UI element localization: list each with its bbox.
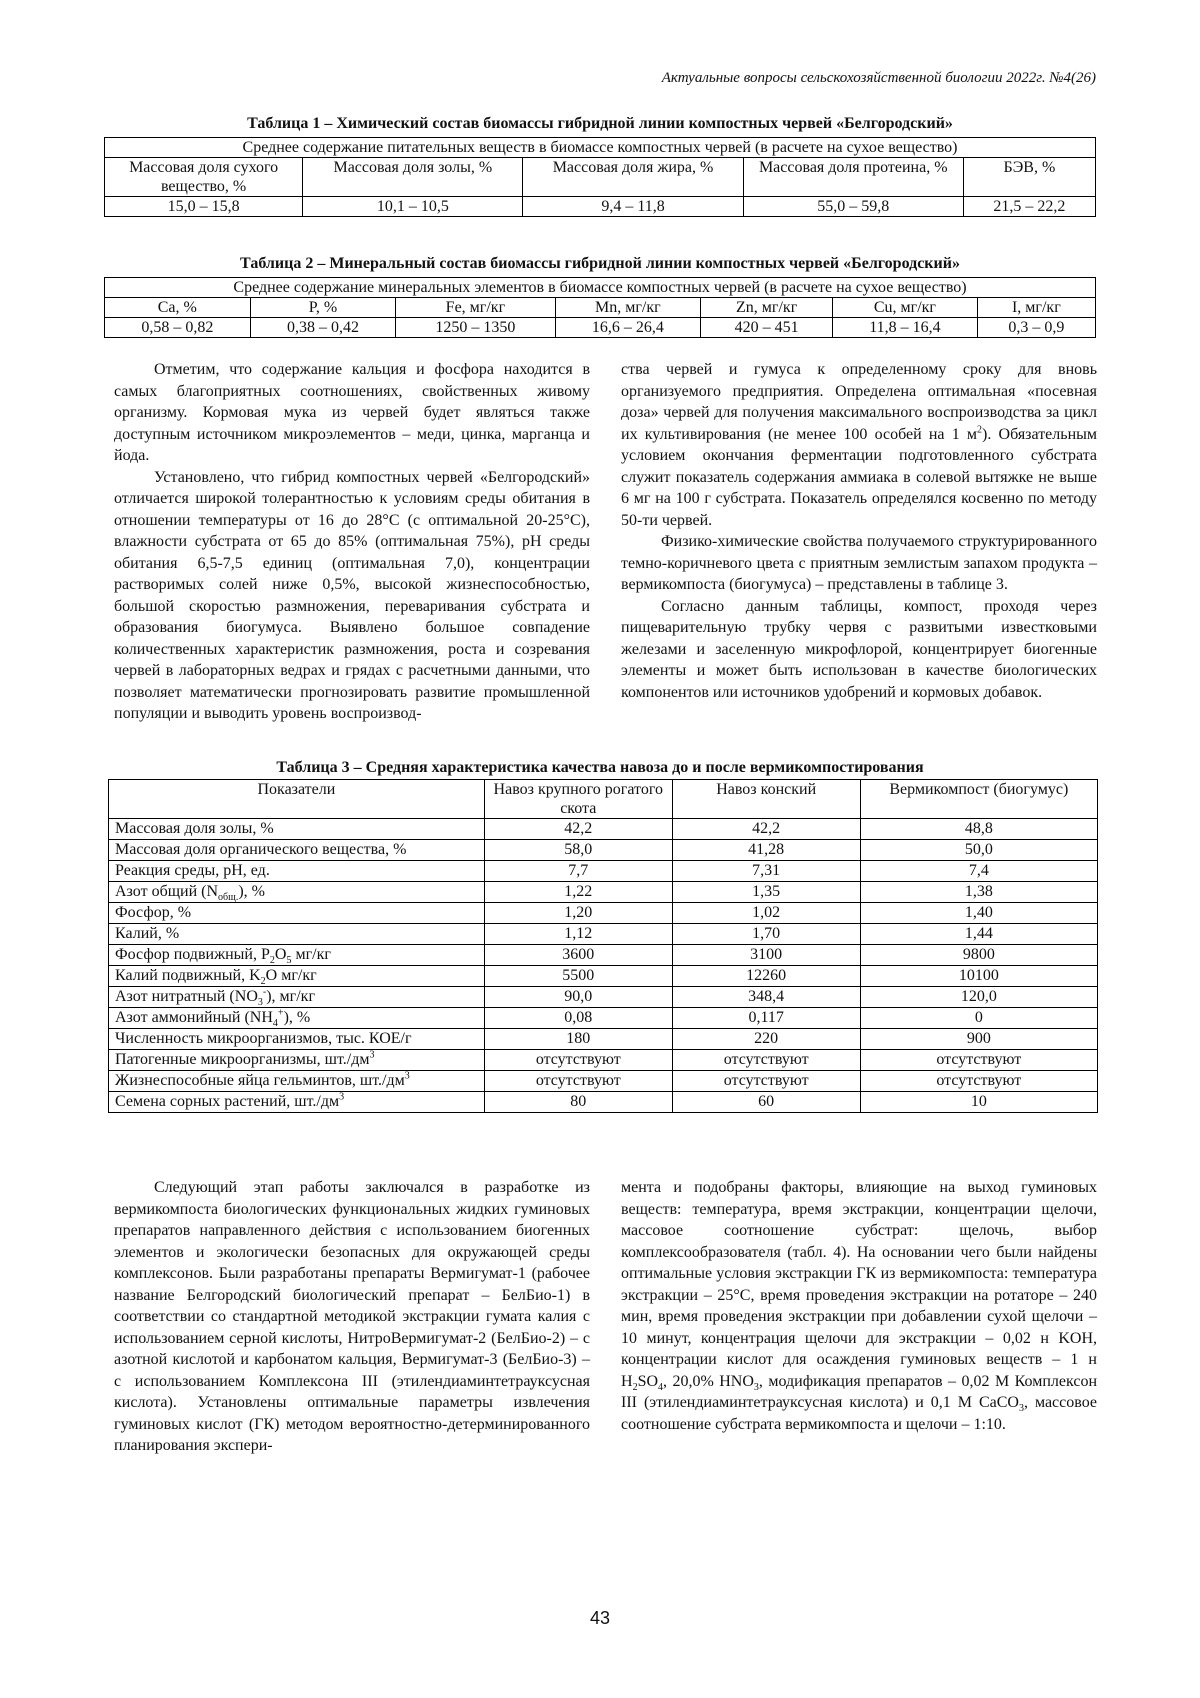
paragraph: ства червей и гумуса к определенному сроку для вновь организуемого предприятия. Определена оптимальная «посевная доза» червей для получения максимального воспроизводства за цикл их культивирования (не менее 100 особей на 1 $м^2$). Обязательным условием окончания ферментации подготовленного субстрата служит показатель содержания аммиака в солевой вытяжке не выше 6 мг на 100 г субстрата. Показатель определялся косвенно по методу 50-ти червей. <box>621 361 1098 529</box>
table3-row <box>109 819 1098 840</box>
table1-subheader: Среднее содержание питательных веществ в биомассе компостных червей (в расчете на сухое вещество) <box>105 138 1096 158</box>
table3-cell: 10 <box>860 1092 1097 1113</box>
table3-cell: отсутствуют <box>484 1071 672 1092</box>
text-column-right-1 <box>621 359 1097 703</box>
table3-cell: 1,38 <box>860 882 1097 903</box>
table3-cell: отсутствуют <box>672 1071 860 1092</box>
paragraph: Физико-химические свойства получаемого структурированного темно-коричневого цвета с приятным землистым запахом продукта – вермикомпоста (биогумуса) – представлены в таблице 3. <box>621 533 1097 593</box>
table2-header: I, мг/кг <box>977 298 1095 318</box>
table3-row <box>109 1071 1098 1092</box>
table3-row-label: Реакция среды, рН, ед. <box>109 861 485 882</box>
table3-caption: Таблица 3 – Средняя характеристика качества навоза до и после вермикомпостирования <box>276 759 924 776</box>
table2-header: Fe, мг/кг <box>396 298 555 318</box>
table3-cell: 0,08 <box>484 1008 672 1029</box>
table3-cell: 60 <box>672 1092 860 1113</box>
table1-cell: 55,0 – 59,8 <box>743 197 963 217</box>
table3-cell: 1,02 <box>672 903 860 924</box>
table1-cell: 21,5 – 22,2 <box>963 197 1095 217</box>
table2 <box>104 277 1096 338</box>
table3-header: Навоз крупного рогатого скота <box>484 780 672 819</box>
table3-row <box>109 924 1098 945</box>
table2-cell: 420 – 451 <box>701 318 833 338</box>
table3-header: Навоз конский <box>672 780 860 819</box>
table3-row-label: Патогенные микроорганизмы, $шт./дм^3$ <box>109 1050 485 1071</box>
table3-cell: 7,4 <box>860 861 1097 882</box>
table3-cell: отсутствуют <box>672 1050 860 1071</box>
table1-header: Массовая доля протеина, % <box>743 158 963 197</box>
paragraph: Отметим, что содержание кальция и фосфора находится в самых благоприятных соотношениях, свойственных живому организму. Кормовая мука из червей будет являться также доступным источником микроэлементов – меди, цинка, марганца и йода. <box>114 361 590 464</box>
table3-row <box>109 945 1098 966</box>
table3-cell: 50,0 <box>860 840 1097 861</box>
table2-caption: Таблица 2 – Минеральный состав биомассы гибридной линии компостных червей «Белгородский» <box>240 255 960 272</box>
table3-cell: 348,4 <box>672 987 860 1008</box>
table2-header: Cu, мг/кг <box>833 298 978 318</box>
table3-header: Показатели <box>109 780 485 819</box>
table3-row <box>109 861 1098 882</box>
table3-cell: отсутствуют <box>484 1050 672 1071</box>
table3-row <box>109 1092 1098 1113</box>
table2-cell: 0,58 – 0,82 <box>105 318 251 338</box>
table1-header: Массовая доля золы, % <box>303 158 523 197</box>
table3-row-label: Калий подвижный, $K_2O$ мг/кг <box>109 966 485 987</box>
table3-body <box>109 819 1098 1113</box>
table3-cell: 12260 <box>672 966 860 987</box>
table2-header: Zn, мг/кг <box>701 298 833 318</box>
table3-row-label: Азот общий $(N_{общ.})$, % <box>109 882 485 903</box>
table3-row <box>109 1008 1098 1029</box>
table3-cell: 48,8 <box>860 819 1097 840</box>
table3 <box>108 779 1098 1113</box>
table3-cell: 120,0 <box>860 987 1097 1008</box>
table3-row-label: Численность микроорганизмов, тыс. КОЕ/г <box>109 1029 485 1050</box>
table3-cell: 80 <box>484 1092 672 1113</box>
text-column-right-2 <box>621 1177 1097 1435</box>
table3-row <box>109 966 1098 987</box>
paragraph: мента и подобраны факторы, влияющие на выход гуминовых веществ: температура, время экстракции, концентрации щелочи, массовое соотношение субстрат: щелочь, выбор комплексообразователя (табл. 4). На основании чего были найдены оптимальные условия экстракции ГК из вермикомпоста: температура экстракции – 25°С, время проведения экстракции на ротаторе – 240 мин, время проведения экстракции при добавлении сухой щелочи – 10 минут, концентрация щелочи для экстракции – 0,02 н KOH, концентрации кислот для осаждения гуминовых веществ – 1 н $H_2SO_4$, 20,0% $HNO_3$, модификация препаратов – 0,02 М Комплексон III (этилендиаминтетрауксусная кислота) и 0,1 М CaCO$_3$, массовое соотношение субстрата вермикомпоста и щелочи – 1:10. <box>621 1179 1098 1433</box>
paragraph: Следующий этап работы заключался в разработке из вермикомпоста биологических функциональных жидких гуминовых препаратов направленного действия с использованием биогенных элементов и экологически безопасных для окружающей среды комплексонов. Были разработаны препараты Вермигумат-1 (рабочее название Белгородский биологический препарат – БелБио-1) в соответствии со стандартной методикой экстракции гумата калия с использованием серной кислоты, НитроВермигумат-2 (БелБио-2) – с азотной кислотой и карбонатом кальция, Вермигумат-3 (БелБио-3) – с использованием Комплексона III (этилендиаминтетрауксусная кислота). Установлены оптимальные параметры извлечения гуминовых кислот (ГК) методом вероятностно-детерминированного планирования экспери- <box>114 1179 590 1454</box>
table2-cell: 0,38 – 0,42 <box>250 318 396 338</box>
page-number: 43 <box>589 1608 611 1628</box>
table3-cell: 220 <box>672 1029 860 1050</box>
paragraph: Установлено, что гибрид компостных червей «Белгородский» отличается широкой толерантностью к условиям среды обитания в отношении температуры от 16 до 28°С (с оптимальной 20-25°С), влажности субстрата от 65 до 85% (оптимальная 75%), рН среды обитания 6,5-7,5 единиц (оптимальная 7,0), концентрации растворимых солей ниже 0,5%, высокой жизнеспособностью, большой скоростью размножения, переваривания субстрата и образования биогумуса. Выявлено большое совпадение количественных характеристик размножения, роста и созревания червей в лабораторных ведрах и грядах с расчетными данными, что позволяет математически прогнозировать развитие промышленной популяции и выводить уровень воспроизвод- <box>114 468 590 722</box>
table3-cell: 0,117 <box>672 1008 860 1029</box>
table1-header: Массовая доля жира, % <box>523 158 743 197</box>
table2-cell: 16,6 – 26,4 <box>555 318 701 338</box>
table3-cell: 42,2 <box>484 819 672 840</box>
table3-cell: 3600 <box>484 945 672 966</box>
table3-row <box>109 840 1098 861</box>
table3-row <box>109 987 1098 1008</box>
table1 <box>104 137 1096 217</box>
table3-cell: 41,28 <box>672 840 860 861</box>
table3-row-label: Азот нитратный $(NO_3^-)$, мг/кг <box>109 987 485 1008</box>
table3-row <box>109 882 1098 903</box>
table3-cell: 900 <box>860 1029 1097 1050</box>
table3-cell: 7,7 <box>484 861 672 882</box>
paragraph: Согласно данным таблицы, компост, проходя через пищеварительную трубку червя с развитыми известковыми железами и заселенную микрофлорой, концентрирует биогенные элементы и может быть использован в качестве биологических компонентов или источников удобрений и кормовых добавок. <box>621 597 1097 701</box>
table3-row <box>109 903 1098 924</box>
table3-row-label: Семена сорных растений, $шт./дм^3$ <box>109 1092 485 1113</box>
text-column-left-1 <box>114 359 590 725</box>
table3-cell: 1,22 <box>484 882 672 903</box>
table3-cell: 1,44 <box>860 924 1097 945</box>
table3-cell: 1,35 <box>672 882 860 903</box>
table3-row-label: Массовая доля органического вещества, % <box>109 840 485 861</box>
table3-cell: 42,2 <box>672 819 860 840</box>
table1-header: Массовая доля сухого вещество, % <box>105 158 303 197</box>
table3-row-label: Азот аммонийный $(NH_4^+)$, % <box>109 1008 485 1029</box>
table2-header: P, % <box>250 298 396 318</box>
table3-header: Вермикомпост (биогумус) <box>860 780 1097 819</box>
table1-header: БЭВ, % <box>963 158 1095 197</box>
table3-row-label: Фосфор, % <box>109 903 485 924</box>
table3-cell: 1,40 <box>860 903 1097 924</box>
table3-row-label: Фосфор подвижный, $P_2O_5$ мг/кг <box>109 945 485 966</box>
table1-cell: 10,1 – 10,5 <box>303 197 523 217</box>
table2-header: Ca, % <box>105 298 251 318</box>
table3-cell: 90,0 <box>484 987 672 1008</box>
table3-cell: 1,70 <box>672 924 860 945</box>
table3-cell: 1,20 <box>484 903 672 924</box>
table3-row <box>109 1029 1098 1050</box>
table2-cell: 0,3 – 0,9 <box>977 318 1095 338</box>
table3-cell: 180 <box>484 1029 672 1050</box>
table3-cell: отсутствуют <box>860 1050 1097 1071</box>
table3-cell: 5500 <box>484 966 672 987</box>
table2-cell: 11,8 – 16,4 <box>833 318 978 338</box>
table3-cell: 7,31 <box>672 861 860 882</box>
text-column-left-2 <box>114 1177 590 1457</box>
table3-cell: 9800 <box>860 945 1097 966</box>
table1-caption: Таблица 1 – Химический состав биомассы гибридной линии компостных червей «Белгородский» <box>247 115 953 132</box>
table3-cell: 1,12 <box>484 924 672 945</box>
table3-cell: 10100 <box>860 966 1097 987</box>
table3-row-label: Жизнеспособные яйца гельминтов, $шт./дм^3$ <box>109 1071 485 1092</box>
table3-cell: 3100 <box>672 945 860 966</box>
table1-cell: 15,0 – 15,8 <box>105 197 303 217</box>
table3-row-label: Калий, % <box>109 924 485 945</box>
table3-cell: 0 <box>860 1008 1097 1029</box>
table1-cell: 9,4 – 11,8 <box>523 197 743 217</box>
running-header: Актуальные вопросы сельскохозяйственной биологии 2022г. №4(26) <box>661 70 1096 86</box>
table2-subheader: Среднее содержание минеральных элементов в биомассе компостных червей (в расчете на сухое вещество) <box>105 278 1096 298</box>
table3-cell: 58,0 <box>484 840 672 861</box>
table3-cell: отсутствуют <box>860 1071 1097 1092</box>
table3-row-label: Массовая доля золы, % <box>109 819 485 840</box>
table3-row <box>109 1050 1098 1071</box>
table2-header: Mn, мг/кг <box>555 298 701 318</box>
table2-cell: 1250 – 1350 <box>396 318 555 338</box>
